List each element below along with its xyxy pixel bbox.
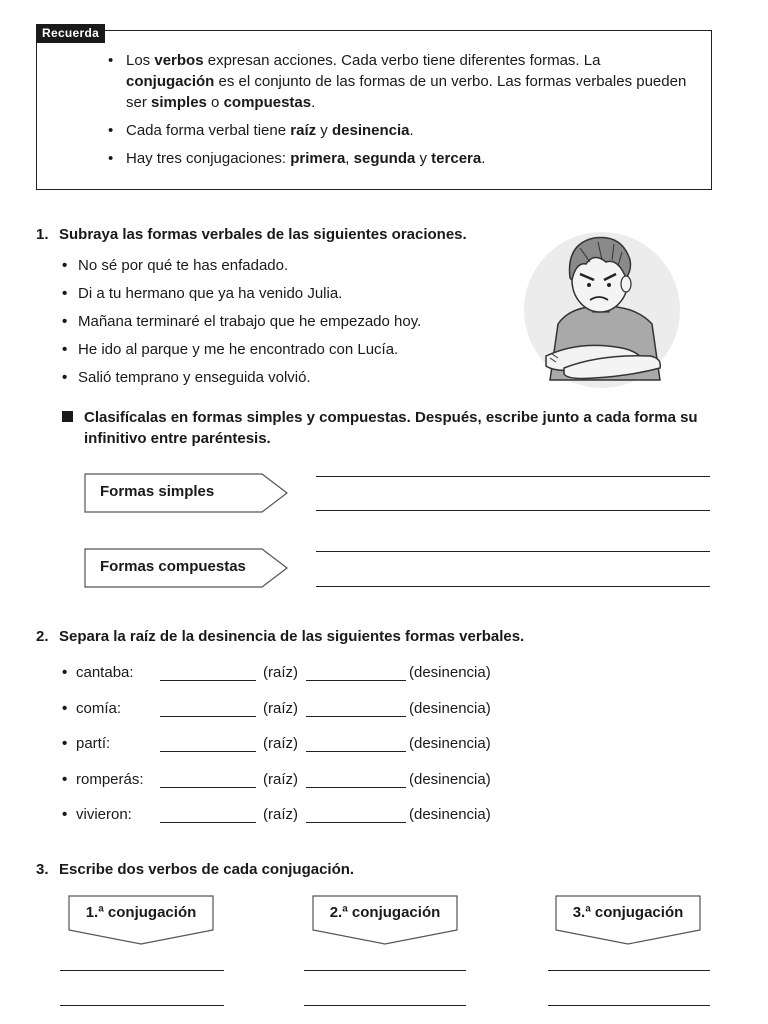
sentence-item: • Mañana terminaré el trabajo que he empezado hoy. — [62, 312, 421, 340]
root-blank[interactable] — [160, 716, 256, 717]
exercise-3-title: 3. Escribe dos verbos de cada conjugación. — [36, 861, 355, 878]
third-conjugation-box: 3.ª conjugación — [555, 895, 701, 945]
answer-line[interactable] — [316, 551, 710, 552]
ending-blank[interactable] — [306, 787, 406, 788]
exercise-2-title: 2. Separa la raíz de la desinencia de las siguientes formas verbales. — [36, 628, 525, 645]
exercise-1-title: 1. Subraya las formas verbales de las siguientes oraciones. — [36, 226, 467, 243]
classify-instruction: Clasifícalas en formas simples y compuestas. Después, escribe junto a cada forma su infinitivo entre paréntesis. — [62, 407, 712, 449]
recuerda-list — [108, 50, 688, 176]
sentence-item: • He ido al parque y me he encontrado con Lucía. — [62, 340, 421, 368]
root-blank[interactable] — [160, 680, 256, 681]
sentence-item: • Di a tu hermano que ya ha venido Julia. — [62, 284, 421, 312]
second-conjugation-box: 2.ª conjugación — [312, 895, 458, 945]
exercise-1-sentences — [62, 256, 421, 396]
sentence-item: • No sé por qué te has enfadado. — [62, 256, 421, 284]
simple-forms-label: Formas simples — [84, 473, 289, 511]
answer-line[interactable] — [60, 1005, 224, 1006]
answer-line[interactable] — [304, 1005, 466, 1006]
root-blank[interactable] — [160, 787, 256, 788]
answer-line[interactable] — [60, 970, 224, 971]
root-blank[interactable] — [160, 751, 256, 752]
first-conjugation-box: 1.ª conjugación — [68, 895, 214, 945]
recuerda-bullet-root: • Cada forma verbal tiene raíz y desinencia. — [108, 120, 688, 141]
recuerda-bullet-verbs: • Los verbos expresan acciones. Cada verbo tiene diferentes formas. La conjugación es el conjunto de las formas de un verbo. Las formas verbales pueden ser simples o compuestas. — [108, 50, 688, 113]
ending-blank[interactable] — [306, 822, 406, 823]
compound-forms-label: Formas compuestas — [84, 548, 289, 586]
recuerda-tab: Recuerda — [36, 24, 105, 43]
answer-line[interactable] — [304, 970, 466, 971]
square-bullet-icon — [62, 411, 73, 422]
root-blank[interactable] — [160, 822, 256, 823]
answer-line[interactable] — [316, 586, 710, 587]
ending-blank[interactable] — [306, 751, 406, 752]
recuerda-bullet-conjugations: • Hay tres conjugaciones: primera, segunda y tercera. — [108, 148, 688, 169]
ending-blank[interactable] — [306, 716, 406, 717]
angry-boy-illustration — [510, 228, 690, 388]
answer-line[interactable] — [316, 510, 710, 511]
answer-line[interactable] — [548, 970, 710, 971]
ending-blank[interactable] — [306, 680, 406, 681]
answer-line[interactable] — [548, 1005, 710, 1006]
sentence-item: • Salió temprano y enseguida volvió. — [62, 368, 421, 396]
answer-line[interactable] — [316, 476, 710, 477]
